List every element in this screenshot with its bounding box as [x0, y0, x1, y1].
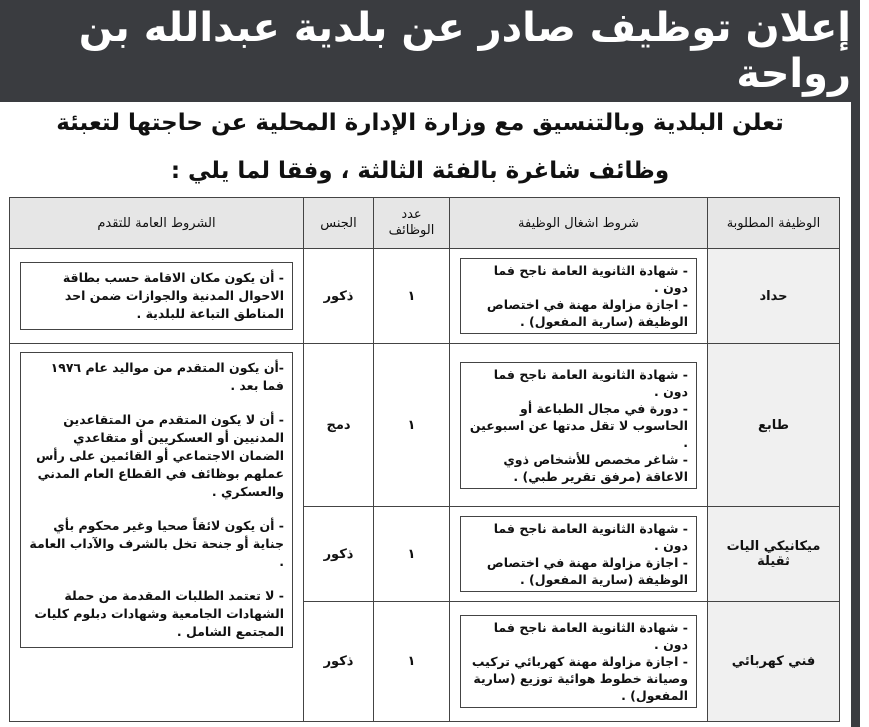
job-gender: ذكور [304, 602, 374, 722]
table-header-row [10, 198, 840, 249]
requirements-box [460, 516, 697, 592]
requirements-box [460, 258, 697, 334]
announcement-title-text: إعلان توظيف صادر عن بلدية عبدالله بن رواحة [78, 5, 851, 97]
header-count-line-1: عدد [401, 207, 422, 222]
job-requirements-cell [450, 344, 708, 507]
job-count: ١ [374, 507, 450, 602]
intro-line-1: تعلن البلدية وبالتنسيق مع وزارة الإدارة المحلية عن حاجتها لتعبئة [56, 110, 784, 136]
requirement-item: - شاغر مخصص للأشخاص ذوي الاعاقة (مرفق تقرير طبي) . [503, 451, 688, 484]
conditions-cell-2 [10, 344, 304, 722]
announcement-title [0, 0, 851, 102]
job-count: ١ [374, 602, 450, 722]
requirement-item: - شهادة الثانوية العامة ناجح فما دون . [493, 620, 688, 652]
job-gender: ذكور [304, 507, 374, 602]
header-conditions: الشروط العامة للتقدم [10, 198, 304, 249]
requirement-item: - اجازة مزاولة مهنة كهربائي تركيب وصيانة خطوط هوائية توزيع (سارية المفعول) . [471, 654, 688, 703]
condition-item: - أن لا يكون المتقدم من المتقاعدين المدنيين أو العسكريين أو متقاعدي الضمان الاجتماعي أو القائمين على رأس عملهم بوظائف في القطاع العام المدني والعسكري . [36, 412, 284, 499]
requirements-box [460, 362, 697, 489]
requirements-box [460, 615, 697, 708]
conditions-box-1: - أن يكون مكان الاقامة حسب بطاقة الاحوال المدنية والجوازات ضمن احد المناطق التباعة للبلدية . [20, 262, 293, 330]
header-job: الوظيفة المطلوبة [708, 198, 840, 249]
requirement-item: - شهادة الثانوية العامة ناجح فما دون . [493, 263, 688, 295]
requirement-item: - شهادة الثانوية العامة ناجح فما دون . [493, 366, 688, 399]
table-row [10, 249, 840, 344]
job-count: ١ [374, 344, 450, 507]
job-title: فني كهربائي [708, 602, 840, 722]
requirement-item: - دورة في مجال الطباعة أو الحاسوب لا تقل مدتها عن اسبوعين . [469, 400, 688, 450]
requirement-item: - شهادة الثانوية العامة ناجح فما دون . [493, 521, 688, 553]
job-gender: دمج [304, 344, 374, 507]
job-title: حداد [708, 249, 840, 344]
job-title: طابع [708, 344, 840, 507]
job-requirements-cell [450, 602, 708, 722]
table-row [10, 344, 840, 507]
job-gender: ذكور [304, 249, 374, 344]
intro-line-2: وظائف شاغرة بالفئة الثالثة ، وفقا لما يلي : [170, 158, 670, 184]
condition-item: - أن يكون لائقاً صحيا وغير محكوم بأي جناية أو جنحة تخل بالشرف والآداب العامة . [29, 518, 284, 569]
header-count [374, 198, 450, 249]
right-edge-bar [851, 0, 860, 727]
requirement-item: - اجازة مزاولة مهنة في اختصاص الوظيفة (سارية المفعول) . [486, 555, 688, 587]
jobs-table [9, 197, 840, 722]
job-count: ١ [374, 249, 450, 344]
condition-item: - لا تعتمد الطلبات المقدمة من حملة الشهادات الجامعية وشهادات دبلوم كليات المجتمع الشامل . [34, 588, 284, 639]
conditions-cell-1 [10, 249, 304, 344]
job-requirements-cell [450, 507, 708, 602]
header-gender: الجنس [304, 198, 374, 249]
header-count-line-2: الوظائف [388, 223, 435, 238]
header-requirements: شروط اشغال الوظيفة [450, 198, 708, 249]
conditions-box-2 [20, 352, 293, 648]
condition-item: -أن يكون المتقدم من مواليد عام ١٩٧٦ فما بعد . [50, 360, 284, 393]
requirement-item: - اجازة مزاولة مهنة في اختصاص الوظيفة (سارية المفعول) . [486, 297, 688, 329]
job-requirements-cell [450, 249, 708, 344]
job-title: ميكانيكي اليات ثقيلة [708, 507, 840, 602]
